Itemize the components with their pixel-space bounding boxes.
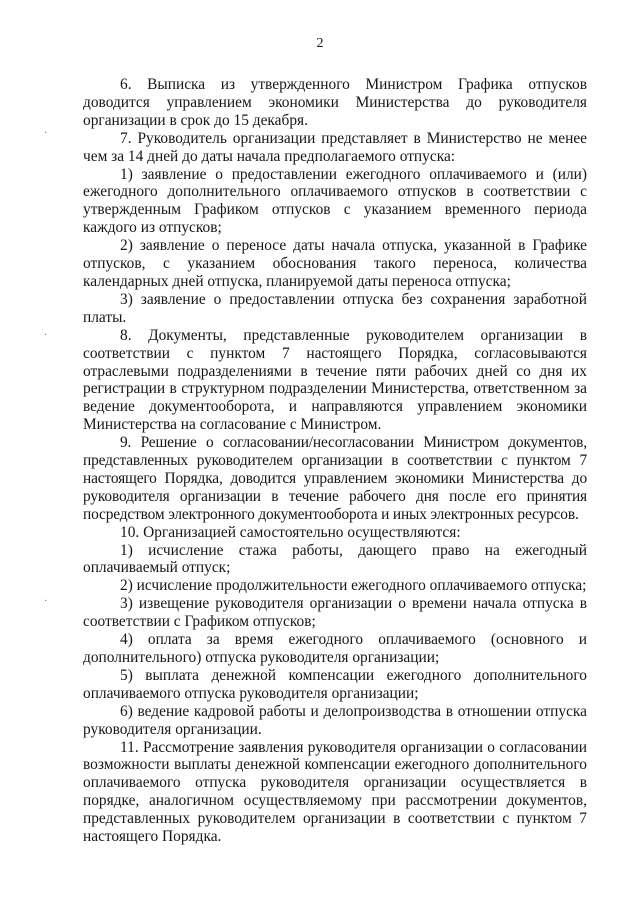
- scan-mark: ·: [44, 330, 48, 341]
- paragraph-9: 9. Решение о согласовании/несогласовании Министром документов, представленных руководителем организации в соответствии с пунктом 7 настоящего Порядка, доводится управлением экономики Министерства до руководителя организации в течение рабочего дня после его принятия посредством электронного документооборота и иных электронных ресурсов.: [83, 434, 587, 523]
- paragraph-10-item-3: 3) извещение руководителя организации о времени начала отпуска в соответствии с Графиком отпусков;: [83, 595, 587, 631]
- paragraph-10-item-1: 1) исчисление стажа работы, дающего право на ежегодный оплачиваемый отпуск;: [83, 541, 587, 577]
- paragraph-8: 8. Документы, представленные руководителем организации в соответствии с пунктом 7 настоящего Порядка, согласовываются отраслевыми подразделениями в течение пяти рабочих дней со дня их регистрации в структурном подразделении Министерства, ответственном за ведение документооборота, и направляются управлением экономики Министерства на согласование с Министром.: [83, 326, 587, 434]
- paragraph-10-item-2: 2) исчисление продолжительности ежегодного оплачиваемого отпуска;: [120, 577, 587, 595]
- paragraph-6: 6. Выписка из утвержденного Министром Графика отпусков доводится управлением экономики Министерства до руководителя организации в срок до 15 декабря.: [83, 76, 587, 129]
- paragraph-7: 7. Руководитель организации представляет в Министерство не менее чем за 14 дней до даты начала предполагаемого отпуска:: [83, 129, 587, 165]
- document-body: [83, 76, 587, 846]
- paragraph-7-item-3: 3) заявление о предоставлении отпуска без сохранения заработной платы.: [83, 290, 587, 326]
- paragraph-10-item-6: 6) ведение кадровой работы и делопроизводства в отношении отпуска руководителя организации.: [83, 702, 587, 738]
- paragraph-7-item-2: 2) заявление о переносе даты начала отпуска, указанной в Графике отпусков, с указанием обоснования такого переноса, количества календарных дней отпуска, планируемой даты переноса отпуска;: [83, 237, 587, 290]
- scan-mark: ·: [44, 128, 48, 139]
- paragraph-10-item-5: 5) выплата денежной компенсации ежегодного дополнительного оплачиваемого отпуска руководителя организации;: [83, 666, 587, 702]
- paragraph-11: 11. Рассмотрение заявления руководителя организации о согласовании возможности выплаты денежной компенсации ежегодного дополнительного оплачиваемого отпуска руководителя организации осуществляется в порядке, аналогичном осуществляемому при рассмотрении документов, представленных руководителем организации в соответствии с пунктом 7 настоящего Порядка.: [83, 738, 587, 846]
- scan-mark: ·: [44, 596, 48, 607]
- paragraph-10: 10. Организацией самостоятельно осуществляются:: [120, 523, 461, 541]
- page-number: 2: [316, 36, 324, 51]
- paragraph-7-item-1: 1) заявление о предоставлении ежегодного оплачиваемого и (или) ежегодного дополнительного оплачиваемого отпусков в соответствии с утвержденным Графиком отпусков с указанием временного периода каждого из отпусков;: [83, 165, 587, 237]
- paragraph-10-item-4: 4) оплата за время ежегодного оплачиваемого (основного и дополнительного) отпуска руководителя организации;: [83, 631, 587, 666]
